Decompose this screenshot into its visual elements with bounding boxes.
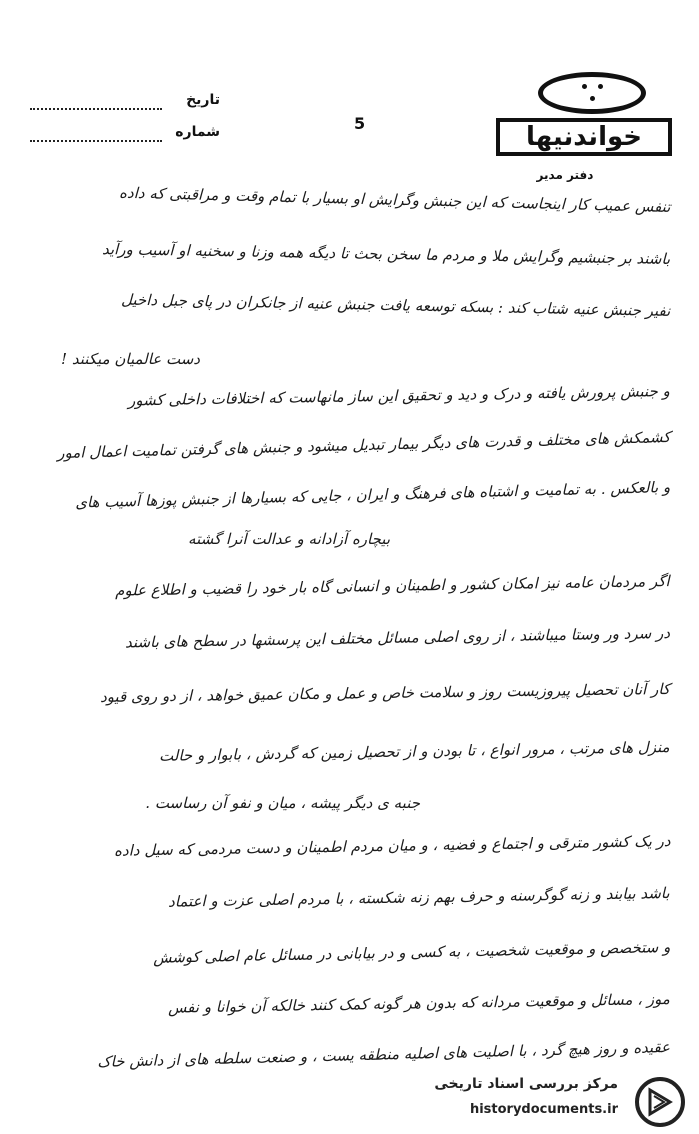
body-line: منزل های مرتب ، مرور انواع ، تا بودن و از تحصیل زمین که گردش ، بابوار و حالت (159, 738, 671, 765)
body-line: و بالعکس . به تمامیت و اشتباه های فرهنگ و ایران ، جایی که بسیارها از جنبش پوزها آسیب های (74, 478, 671, 512)
number-dotted-line (30, 140, 162, 142)
logo-dot-icon (590, 96, 595, 101)
body-line: باشند بر جنبشیم وگرایش ملا و مردم ما سخن بحث تا دیگه همه وزنا و سخنیه او آسیب ورآید (101, 240, 671, 268)
archive-watermark (430, 1074, 692, 1130)
logo-ellipse-icon (538, 72, 646, 114)
body-line: موز ، مسائل و موقعیت مردانه که بدون هر گونه کمک کنند خالکه آن خوانا و نفس (168, 990, 671, 1017)
date-dotted-line (30, 108, 162, 110)
date-field (30, 92, 220, 114)
body-line: کشمکش های مختلف و قدرت های دیگر بیمار تبدیل میشود و جنبش های گرفتن تمامیت اعمال امور (56, 428, 671, 463)
watermark-url: historydocuments.ir (469, 1102, 618, 1117)
date-label: تاریخ (186, 92, 220, 108)
body-line: دست عالمیان میکنند ! (61, 350, 200, 368)
body-line: و ستخصص و موقعیت شخصیت ، به کسی و در بیابانی در مسائل عام اصلی کوشش (152, 938, 671, 967)
body-line: باشد بیابند و زنه گوگرسنه و حرف بهم زنه شکسته ، با مردم اصلی عزت و اعتماد (168, 884, 671, 911)
body-line: عقیده و روز هیچ گرد ، با اصلیت های اصلیه منطقه یست ، و صنعت سلطه های از دانش خاک (96, 1038, 671, 1071)
body-line: در یک کشور مترقی و اجتماع و فضیه ، و میان مردم اطمینان و دست مردمی که سیل داده (113, 832, 671, 860)
logo-dot-icon (582, 84, 587, 89)
logo-dot-icon (598, 84, 603, 89)
body-line: و جنبش پرورش یافته و درک و دید و تحقیق این ساز مانهاست که اختلافات داخلی کشور (128, 382, 671, 410)
body-line: اگر مردمان عامه نیز امکان کشور و اطمینان و انسانی گاه بار خود را قضیب و اطلاع علوم (115, 572, 671, 600)
handwritten-body (18, 183, 671, 1071)
logo-wordmark: خواندنیها (496, 118, 672, 156)
body-line: تنفس عمیب کار اینجاست که این جنبش وگرایش او بسیار با تمام وقت و مراقبتی که داده (118, 183, 671, 216)
body-line: کار آنان تحصیل پیروزیست روز و سلامت خاص و عمل و مکان عمیق خواهد ، از دو روی قیود (99, 680, 671, 706)
body-line: جنبه ی دیگر پیشه ، میان و نفو آن رساست . (145, 794, 420, 812)
body-line: در سرد ور وستا میباشند ، از روی اصلی مسائل مختلف این پرسشها در سطح های باشند (124, 624, 671, 652)
number-field (30, 124, 220, 146)
archive-logo-icon (634, 1076, 686, 1128)
office-label: دفتر مدیر (536, 168, 594, 182)
number-label: شماره (175, 124, 220, 140)
body-line: نفیر جنبش عنیه شتاب کند : بسکه توسعه یافت جنبش عنیه از جانکران در پای جبل داخیل (120, 290, 671, 320)
letterhead-logo (486, 70, 676, 160)
page-number: 5 (354, 114, 366, 133)
watermark-title: مرکز بررسی اسناد تاریخی (434, 1076, 618, 1092)
body-line: بیچاره آزادانه و عدالت آنرا گشته (188, 530, 390, 548)
